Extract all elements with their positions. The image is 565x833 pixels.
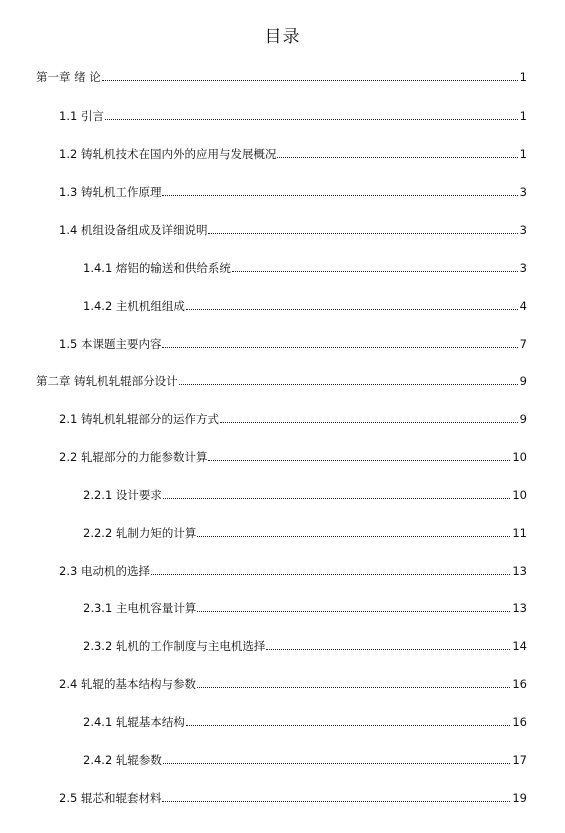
- dot-leader: [208, 460, 510, 461]
- toc-entry[interactable]: [83, 484, 527, 502]
- toc-entry-label: 2.2.1 设计要求: [83, 488, 162, 502]
- toc-entry-label: 第二章 铸轧机轧辊部分设计: [36, 374, 178, 388]
- toc-entry-label: 1.3 铸轧机工作原理: [59, 185, 162, 199]
- toc-entry-page: 14: [512, 639, 527, 653]
- toc-entry-page: 13: [512, 601, 527, 615]
- toc-entry-label: 2.1 铸轧机轧辊部分的运作方式: [59, 412, 219, 426]
- dot-leader: [208, 233, 517, 234]
- toc-entry-label: 2.4.2 轧辊参数: [83, 753, 162, 767]
- toc-entry[interactable]: [83, 257, 527, 275]
- toc-entry[interactable]: [59, 787, 527, 805]
- toc-entry[interactable]: [83, 295, 527, 313]
- dot-leader: [102, 80, 518, 81]
- toc-entry-label: 1.4.2 主机机组组成: [83, 299, 185, 313]
- toc-entry-label: 2.3.2 轧机的工作制度与主电机选择: [83, 639, 266, 653]
- toc-entry-page: 9: [519, 412, 527, 426]
- dot-leader: [266, 649, 510, 650]
- toc-entry-label: 2.3 电动机的选择: [59, 564, 150, 578]
- toc-entry-label: 2.2 轧辊部分的力能参数计算: [59, 450, 208, 464]
- toc-entry-page: 10: [512, 488, 527, 502]
- dot-leader: [232, 271, 518, 272]
- dot-leader: [277, 157, 517, 158]
- toc-entry[interactable]: [59, 446, 527, 464]
- dot-leader: [162, 801, 510, 802]
- toc-entry-label: 第一章 绪 论: [36, 70, 101, 84]
- toc-entry[interactable]: [59, 560, 527, 578]
- dot-leader: [105, 119, 518, 120]
- dot-leader: [179, 384, 518, 385]
- toc-entry-label: 2.2.2 轧制力矩的计算: [83, 526, 197, 540]
- toc-entry[interactable]: [59, 219, 527, 237]
- dot-leader: [186, 309, 518, 310]
- toc-entry[interactable]: [59, 673, 527, 691]
- toc-entry[interactable]: [59, 181, 527, 199]
- toc-entry-page: 9: [519, 374, 527, 388]
- toc-entry-page: 3: [519, 223, 527, 237]
- toc-entry-page: 13: [512, 564, 527, 578]
- dot-leader: [163, 763, 510, 764]
- toc-entry-label: 1.5 本课题主要内容: [59, 337, 162, 351]
- toc-entry-label: 1.4.1 熔铝的输送和供给系统: [83, 261, 231, 275]
- toc-entry-label: 2.4 轧辊的基本结构与参数: [59, 677, 196, 691]
- toc-entry-page: 17: [512, 753, 527, 767]
- toc-entry-page: 11: [512, 526, 527, 540]
- toc-entry[interactable]: [83, 597, 527, 615]
- toc-entry-page: 3: [519, 185, 527, 199]
- dot-leader: [163, 498, 510, 499]
- dot-leader: [186, 725, 510, 726]
- toc-entry-page: 4: [519, 299, 527, 313]
- toc-entry-page: 10: [512, 450, 527, 464]
- toc-entry-page: 1: [519, 109, 527, 123]
- dot-leader: [220, 422, 518, 423]
- toc-entry-page: 1: [519, 70, 527, 84]
- toc-entry-label: 1.1 引言: [59, 109, 104, 123]
- toc-entry-label: 2.4.1 轧辊基本结构: [83, 715, 185, 729]
- toc-entry-page: 19: [512, 791, 527, 805]
- toc-entry[interactable]: [36, 370, 527, 388]
- toc-entry-label: 2.5 辊芯和辊套材料: [59, 791, 162, 805]
- dot-leader: [197, 611, 510, 612]
- toc-entry-page: 16: [512, 677, 527, 691]
- toc-entry[interactable]: [59, 143, 527, 161]
- toc-entry-label: 2.3.1 主电机容量计算: [83, 601, 197, 615]
- dot-leader: [162, 195, 517, 196]
- toc-entry[interactable]: [59, 333, 527, 351]
- toc-entry-page: 7: [519, 337, 527, 351]
- toc-entry-page: 16: [512, 715, 527, 729]
- toc-entry-page: 1: [519, 147, 527, 161]
- toc-entry[interactable]: [36, 66, 527, 84]
- toc-entry[interactable]: [59, 105, 527, 123]
- toc-entry-page: 3: [519, 261, 527, 275]
- toc-entry[interactable]: [83, 711, 527, 729]
- toc-entry[interactable]: [83, 635, 527, 653]
- toc-entry-label: 1.2 铸轧机技术在国内外的应用与发展概况: [59, 147, 277, 161]
- toc-entry[interactable]: [83, 522, 527, 540]
- toc-entry[interactable]: [59, 408, 527, 426]
- toc-entry[interactable]: [83, 749, 527, 767]
- dot-leader: [197, 536, 510, 537]
- dot-leader: [197, 687, 510, 688]
- dot-leader: [151, 574, 510, 575]
- toc-title: 目录: [264, 27, 301, 47]
- dot-leader: [162, 347, 517, 348]
- toc-entry-label: 1.4 机组设备组成及详细说明: [59, 223, 208, 237]
